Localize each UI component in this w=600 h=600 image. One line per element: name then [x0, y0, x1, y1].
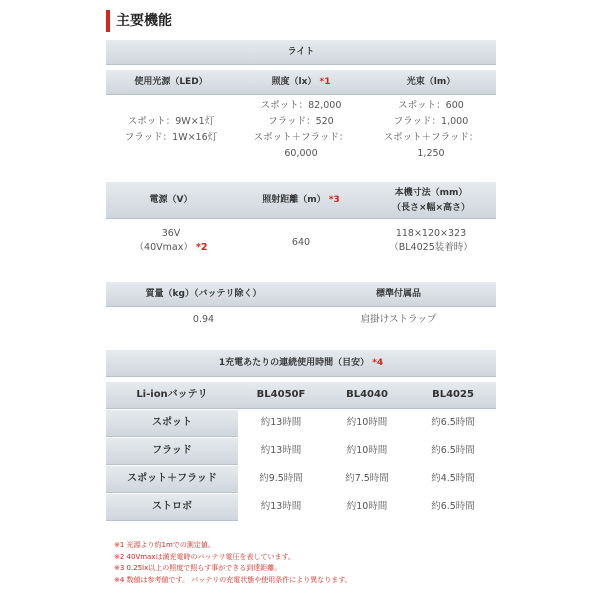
- dimensions-values: [366, 227, 496, 255]
- runtime-row-spot-label: スポット: [106, 410, 238, 437]
- runtime-row-flood-label: フラッド: [106, 438, 238, 465]
- runtime-flood-bl4050f: 約13時間: [260, 445, 302, 456]
- runtime-header-label: 1充電あたりの連続使用時間（目安）: [218, 358, 370, 368]
- voltage: 36V: [161, 228, 181, 239]
- runtime-table-header: [106, 350, 496, 377]
- runtime-spot-bl4025: 約6.5時間: [431, 417, 475, 428]
- flux-both-value: 1,250: [417, 148, 445, 159]
- col-light-source: 使用光源（LED）: [134, 77, 208, 87]
- col-battery: Li-ionバッテリ: [136, 389, 208, 400]
- light-source-flood: フラッド：1W×16灯: [124, 132, 218, 143]
- runtime-row-both-label: スポット＋フラッド: [106, 466, 238, 493]
- illuminance-both-value: 60,000: [284, 148, 318, 159]
- dimensions: 118×120×323: [395, 228, 467, 239]
- accessory-value: 肩掛けストラップ: [360, 314, 437, 325]
- illuminance-values: [236, 98, 366, 162]
- illuminance-flood: フラッド：520: [268, 116, 334, 127]
- mass-columns-header: [106, 282, 496, 307]
- light-source-spot: スポット：9W×1灯: [127, 116, 215, 127]
- flux-spot: スポット：600: [398, 100, 464, 111]
- runtime-strobe-bl4025: 約6.5時間: [431, 501, 475, 512]
- runtime-both-bl4040: 約7.5時間: [345, 473, 389, 484]
- footnotes: [114, 540, 352, 586]
- col-illuminance: 照度（lx）: [271, 77, 317, 87]
- col-accessory: 標準付属品: [375, 289, 421, 299]
- note-marker-4: *4: [372, 358, 384, 368]
- light-source-values: [106, 114, 236, 146]
- col-mass: 質量（kg）（バッテリ除く）: [145, 289, 262, 299]
- col-bl4025: BL4025: [432, 389, 474, 400]
- col-dimensions: 本機寸法（mm）: [394, 188, 468, 198]
- note-marker-1: *1: [319, 77, 331, 87]
- mass-value: 0.94: [192, 314, 215, 325]
- flux-flood: フラッド：1,000: [393, 116, 469, 127]
- footnote-2: ※2 40Vmaxは満充電時のバッテリ電圧を表しています。: [114, 552, 295, 561]
- spec-columns-header: [106, 182, 496, 219]
- section-title: 主要機能: [116, 13, 172, 29]
- illuminance-both-label: スポット＋フラッド：: [253, 132, 349, 143]
- runtime-spot-bl4050f: 約13時間: [260, 417, 302, 428]
- runtime-both-bl4025: 約4.5時間: [431, 473, 475, 484]
- col-luminous-flux: 光束（lm）: [406, 77, 456, 87]
- col-distance: 照射距離（m）: [262, 195, 326, 205]
- flux-both-label: スポット＋フラッド：: [383, 132, 479, 143]
- dimensions-note: （BL4025装着時）: [389, 242, 473, 253]
- col-bl4050f: BL4050F: [256, 389, 306, 400]
- note-marker-3: *3: [328, 195, 340, 205]
- flux-values: [366, 98, 496, 162]
- illuminance-spot: スポット：82,000: [260, 100, 342, 111]
- runtime-row-strobe-label: ストロボ: [106, 494, 238, 521]
- distance-value: 640: [291, 237, 311, 248]
- light-columns-header: [106, 70, 496, 95]
- footnote-3: ※3 0.25lx以上の照度で照らす事ができる到達距離。: [114, 564, 282, 572]
- col-dimensions-sub: （長さ×幅×高さ）: [391, 203, 471, 213]
- runtime-both-bl4050f: 約9.5時間: [259, 473, 303, 484]
- col-bl4040: BL4040: [346, 389, 388, 400]
- runtime-strobe-bl4040: 約10時間: [346, 501, 388, 512]
- runtime-columns-header: [106, 382, 496, 409]
- light-table-header: [106, 40, 496, 65]
- voltage-max: （40Vmax）: [134, 242, 193, 253]
- light-header-label: ライト: [287, 47, 315, 57]
- note-marker-2: *2: [195, 242, 208, 253]
- runtime-flood-bl4040: 約10時間: [346, 445, 388, 456]
- voltage-values: [106, 227, 236, 255]
- col-voltage: 電源（V）: [149, 195, 193, 205]
- runtime-strobe-bl4050f: 約13時間: [260, 501, 302, 512]
- footnote-1: ※1 光源より約1mでの測定値。: [114, 541, 215, 549]
- section-title-bar: [106, 10, 110, 32]
- runtime-flood-bl4025: 約6.5時間: [431, 445, 475, 456]
- footnote-4: ※4 数値は参考値です。 バッテリの充電状態や使用条件により異なります。: [114, 575, 352, 584]
- runtime-spot-bl4040: 約10時間: [346, 417, 388, 428]
